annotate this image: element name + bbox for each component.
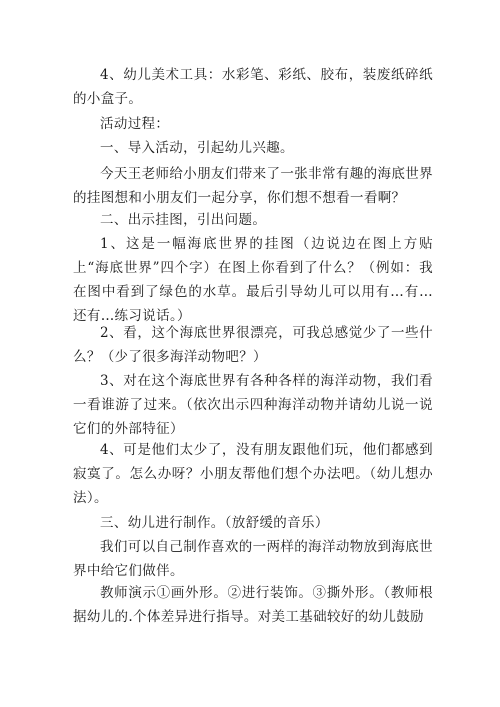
paragraph-section-two-heading: 二、出示挂图，引出问题。: [100, 212, 267, 228]
paragraph-making-intro: 我们可以自己制作喜欢的一两样的海洋动物放到海底世界中给它们做伴。: [73, 539, 433, 579]
paragraph-materials: 4、幼儿美术工具：水彩笔、彩纸、胶布，装废纸碎纸的小盒子。: [73, 67, 433, 107]
paragraph-teacher-demo: 教师演示①画外形。②进行装饰。③撕外形。（教师根据幼儿的.个体差异进行指导。对美工基础较好的幼儿鼓励: [73, 585, 433, 625]
paragraph-section-three-heading: 三、幼儿进行制作。（放舒缓的音乐）: [100, 515, 329, 531]
paragraph-question-three: 3、对在这个海底世界有各种各样的海洋动物，我们看一看谁游了过来。（依次出示四种海洋动物并请幼儿说一说它们的外部特征）: [73, 373, 433, 437]
paragraph-section-one-heading: 一、导入活动，引起幼儿兴趣。: [100, 140, 294, 156]
paragraph-question-four: 4、可是他们太少了，没有朋友跟他们玩，他们都感到寂寞了。怎么办呀？小朋友帮他们想个办法吧。（幼儿想办法）。: [73, 442, 433, 506]
paragraph-introduction: 今天王老师给小朋友们带来了一张非常有趣的海底世界的挂图想和小朋友们一起分享，你们想不想看一看啊？: [73, 166, 433, 206]
paragraph-question-two: 2、看，这个海底世界很漂亮，可我总感觉少了一些什么？（少了很多海洋动物吧？）: [73, 325, 433, 365]
paragraph-question-one: 1、这是一幅海底世界的挂图（边说边在图上方贴上“海底世界”四个字）在图上你看到了什么？（例如：我在图中看到了绿色的水草。最后引导幼儿可以用有…有…还有…练习说话。）: [73, 236, 433, 324]
paragraph-process-heading: 活动过程：: [100, 116, 170, 132]
